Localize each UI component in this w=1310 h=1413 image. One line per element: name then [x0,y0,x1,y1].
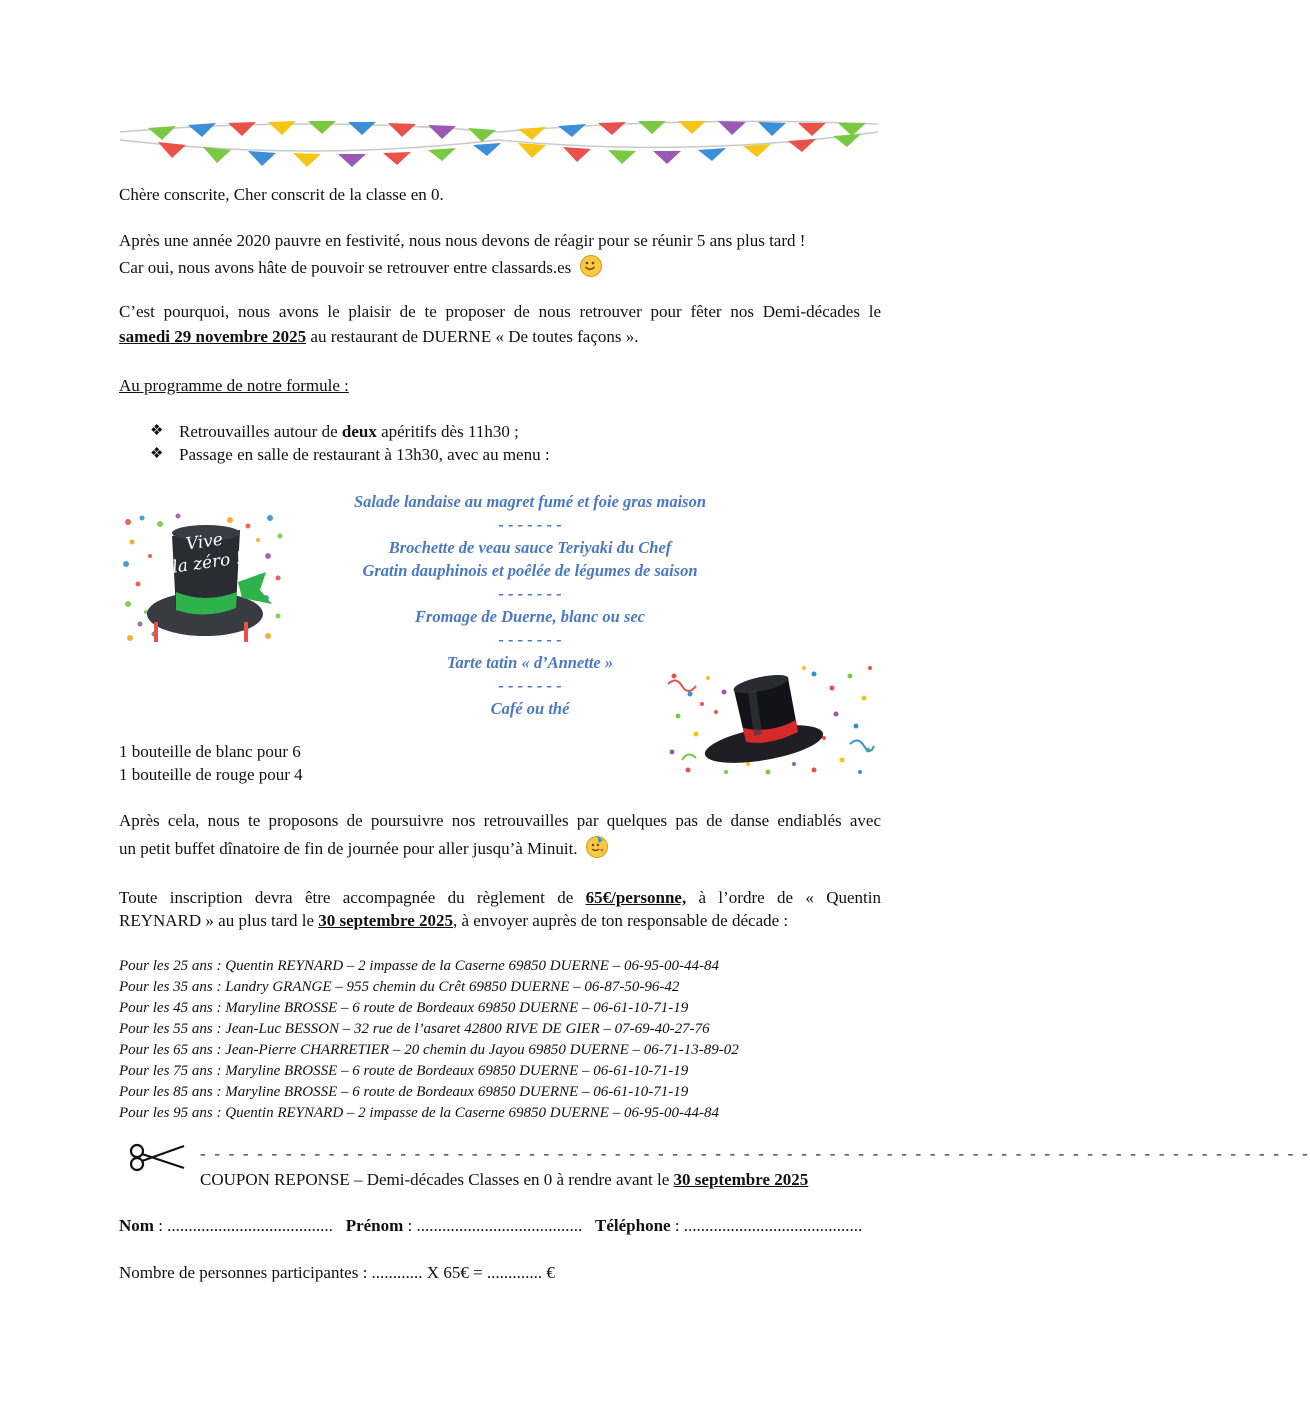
registration-pre: Toute inscription devra être accompagnée du règlement de [119,888,586,907]
menu-line-2: Brochette de veau sauce Teriyaki du Chef [388,538,672,557]
program-item-1 [179,421,519,443]
telephone-label: Téléphone [595,1216,671,1235]
greeting: Chère conscrite, Cher conscrit de la classe en 0. [119,185,444,204]
program-item-2: Passage en salle de restaurant à 13h30, avec au menu : [179,445,550,464]
after-line-2-text: un petit buffet dînatoire de fin de journée pour aller jusqu’à Minuit. [119,839,578,858]
diamond-bullet-icon: ❖ [150,446,164,462]
menu-separator: - - - - - - - [498,630,562,649]
contact-65: Pour les 65 ans : Jean-Pierre CHARRETIER – 20 chemin du Jayou 69850 DUERNE – 06-71-13-89-02 [119,1042,739,1058]
menu-separator: - - - - - - - [498,676,562,695]
registration-line-2-post: , à envoyer auprès de ton responsable de décade : [453,911,789,930]
menu-line-4: Fromage de Duerne, blanc ou sec [414,607,646,626]
diamond-bullet-icon: ❖ [150,423,164,439]
vive-la-zero-hat-image [120,512,285,644]
nom-field[interactable]: : ....................................... [153,1216,333,1235]
menu-separator: - - - - - - - [498,584,562,603]
wine-white: 1 bouteille de blanc pour 6 [119,742,301,761]
contact-35: Pour les 35 ans : Landry GRANGE – 955 chemin du Crêt 69850 DUERNE – 06-87-50-96-42 [119,979,680,995]
contact-95: Pour les 95 ans : Quentin REYNARD – 2 impasse de la Caserne 69850 DUERNE – 06-95-00-44-84 [119,1105,719,1121]
program-item-1-pre: Retrouvailles autour de [179,422,342,441]
contact-45: Pour les 45 ans : Maryline BROSSE – 6 route de Bordeaux 69850 DUERNE – 06-61-10-71-19 [119,1000,689,1016]
program-item-1-post: apéritifs dès 11h30 ; [376,422,519,441]
hat-text-line-2: la zéro ! [171,548,244,578]
prenom-label: Prénom [345,1216,404,1235]
invite-line-1: C’est pourquoi, nous avons le plaisir de te proposer de nous retrouver pour fêter nos Demi-décades le [119,302,881,321]
contact-75: Pour les 75 ans : Maryline BROSSE – 6 route de Bordeaux 69850 DUERNE – 06-61-10-71-19 [119,1063,689,1079]
invite-rest: au restaurant de DUERNE « De toutes façons ». [306,327,639,346]
scissors-icon [128,1142,186,1172]
coupon-title [200,1169,808,1191]
coupon-title-date: 30 septembre 2025 [673,1170,809,1189]
menu-line-3: Gratin dauphinois et poêlée de légumes de saison [362,561,698,580]
registration-line-1 [119,887,881,909]
intro-line-2-text: Car oui, nous avons hâte de pouvoir se retrouver entre classards.es [119,258,572,277]
nom-label: Nom [119,1216,154,1235]
registration-post: à l’ordre de « Quentin [686,888,881,907]
participants-count-field[interactable]: Nombre de personnes participantes : ............ X 65€ = ............. € [119,1263,555,1282]
menu-line-6: Café ou thé [490,699,570,718]
program-title: Au programme de notre formule : [119,376,349,395]
menu-line-1: Salade landaise au magret fumé et foie gras maison [353,492,706,511]
telephone-field[interactable]: : .......................................... [670,1216,863,1235]
intro-line-2 [119,255,602,279]
registration-line-2 [119,910,788,932]
contact-25: Pour les 25 ans : Quentin REYNARD – 2 impasse de la Caserne 69850 DUERNE – 06-95-00-44-84 [119,958,719,974]
menu-separator: - - - - - - - [498,515,562,534]
contact-85: Pour les 85 ans : Maryline BROSSE – 6 route de Bordeaux 69850 DUERNE – 06-61-10-71-19 [119,1084,689,1100]
registration-line-2-pre: REYNARD » au plus tard le [119,911,319,930]
cut-line: - - - - - - - - - - - - - - - - - - - - - - - - - - - - - - - - - - - - - - - - - - - - - - - - - - - - - - - - - - - - - - - - - - - - - - - - - - - - - - [200,1144,1310,1163]
invite-line-2 [119,326,639,348]
registration-price: 65€/personne, [585,888,687,907]
program-item-1-bold: deux [341,422,377,441]
prenom-field[interactable]: : ....................................... [403,1216,583,1235]
hat-text-line-1: Vive [184,529,225,555]
coupon-fields [119,1215,862,1237]
wine-red: 1 bouteille de rouge pour 4 [119,765,303,784]
bunting-banner [118,110,882,172]
coupon-title-text: COUPON REPONSE – Demi-décades Classes en 0 à rendre avant le [200,1170,674,1189]
after-line-1: Après cela, nous te proposons de poursuivre nos retrouvailles par quelques pas de danse endiablés avec [119,811,881,830]
intro-line-1: Après une année 2020 pauvre en festivité, nous nous devons de réagir pour se réunir 5 ans plus tard ! [119,231,806,250]
smiley-emoji-icon [580,255,602,277]
event-date: samedi 29 novembre 2025 [119,327,307,346]
after-line-2 [119,836,608,860]
top-hat-confetti-image [664,664,876,780]
contact-55: Pour les 55 ans : Jean-Luc BESSON – 32 rue de l’asaret 42800 RIVE DE GIER – 07-69-40-27-76 [119,1021,710,1037]
menu-line-5: Tarte tatin « d’Annette » [446,653,614,672]
party-face-emoji-icon [586,836,608,858]
registration-deadline: 30 septembre 2025 [318,911,453,930]
